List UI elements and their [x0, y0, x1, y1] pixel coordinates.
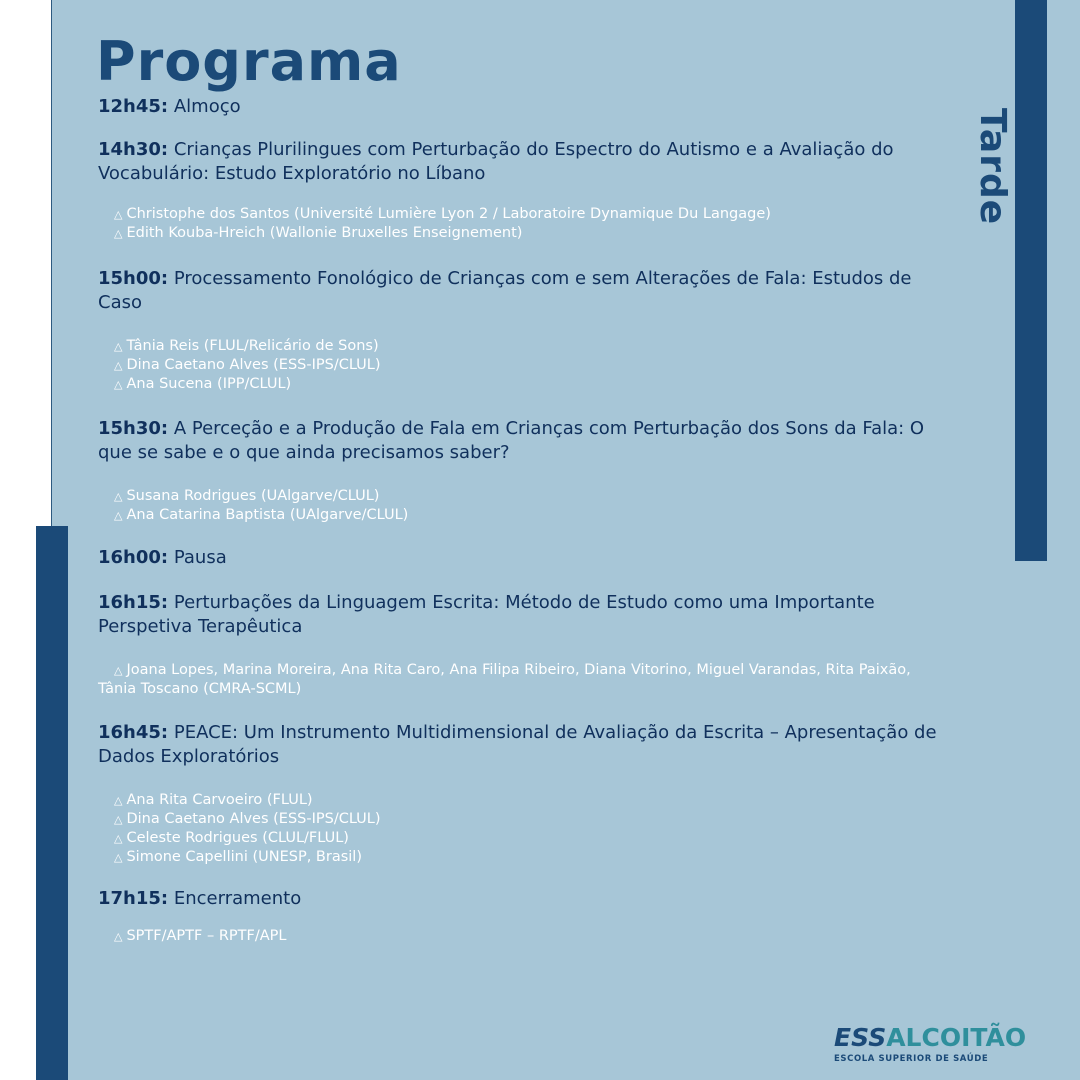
speaker-item	[98, 356, 948, 375]
schedule-title: PEACE: Um Instrumento Multidimensional de Avaliação da Escrita – Apresentação de Dados Exploratórios	[98, 722, 937, 767]
logo-wordmark	[834, 1024, 1026, 1052]
speaker-list	[98, 927, 948, 946]
speaker-item	[98, 927, 948, 946]
schedule-item	[98, 267, 948, 394]
speaker-name: Dina Caetano Alves (ESS-IPS/CLUL)	[126, 357, 381, 373]
triangle-outline-icon: △	[114, 664, 123, 677]
speaker-list	[98, 661, 948, 699]
schedule-title: Processamento Fonológico de Crianças com e sem Alterações de Fala: Estudos de Caso	[98, 268, 912, 313]
logo-ess: ESS	[834, 1023, 887, 1052]
triangle-outline-icon: △	[114, 813, 123, 826]
speaker-item	[98, 829, 948, 848]
schedule-list	[98, 95, 948, 946]
speaker-list	[98, 205, 948, 243]
schedule-title: A Perceção e a Produção de Fala em Crianças com Perturbação dos Sons da Fala: O que se sabe e o que ainda precisamos saber?	[98, 418, 925, 463]
speaker-name: Christophe dos Santos (Université Lumière Lyon 2 / Laboratoire Dynamique Du Langage)	[126, 206, 771, 222]
speaker-item	[98, 224, 948, 243]
speaker-name: Edith Kouba-Hreich (Wallonie Bruxelles Enseignement)	[126, 225, 523, 241]
schedule-title: Pausa	[173, 547, 227, 568]
speaker-name: Ana Rita Carvoeiro (FLUL)	[126, 792, 313, 808]
schedule-time: 14h30:	[98, 139, 169, 160]
speaker-item	[98, 375, 948, 394]
speaker-name: Celeste Rodrigues (CLUL/FLUL)	[126, 830, 349, 846]
schedule-item-heading	[98, 887, 948, 911]
schedule-title: Crianças Plurilingues com Perturbação do Espectro do Autismo e a Avaliação do Vocabulário: Estudo Exploratório no Líbano	[98, 139, 894, 184]
speaker-list	[98, 337, 948, 394]
schedule-item-heading	[98, 267, 948, 315]
schedule-item	[98, 138, 948, 243]
schedule-item	[98, 721, 948, 867]
schedule-item-heading	[98, 721, 948, 769]
page-title: Programa	[96, 30, 402, 93]
triangle-outline-icon: △	[114, 359, 123, 372]
triangle-outline-icon: △	[114, 851, 123, 864]
schedule-item	[98, 546, 948, 570]
schedule-item-heading	[98, 138, 948, 186]
accent-bar-right	[1015, 0, 1047, 561]
triangle-outline-icon: △	[114, 208, 123, 221]
speaker-name: Dina Caetano Alves (ESS-IPS/CLUL)	[126, 811, 381, 827]
triangle-outline-icon: △	[114, 509, 123, 522]
schedule-item-heading	[98, 95, 948, 119]
schedule-title: Almoço	[173, 96, 241, 117]
ess-alcoitao-logo	[834, 1024, 1026, 1064]
triangle-outline-icon: △	[114, 340, 123, 353]
speaker-list	[98, 487, 948, 525]
schedule-time: 12h45:	[98, 96, 169, 117]
triangle-outline-icon: △	[114, 227, 123, 240]
speaker-name: Joana Lopes, Marina Moreira, Ana Rita Caro, Ana Filipa Ribeiro, Diana Vitorino, Miguel Varandas, Rita Paixão, Tânia Toscano (CMRA-SCML)	[98, 662, 911, 697]
schedule-time: 16h15:	[98, 592, 169, 613]
schedule-item-heading	[98, 417, 948, 465]
schedule-item	[98, 417, 948, 525]
speaker-name: Ana Sucena (IPP/CLUL)	[126, 376, 292, 392]
schedule-item	[98, 591, 948, 699]
speaker-item	[98, 487, 948, 506]
speaker-item	[98, 337, 948, 356]
session-label: Tarde	[972, 108, 1013, 226]
triangle-outline-icon: △	[114, 378, 123, 391]
schedule-time: 15h00:	[98, 268, 169, 289]
schedule-item-heading	[98, 591, 948, 639]
speaker-name: Simone Capellini (UNESP, Brasil)	[126, 849, 362, 865]
speaker-list	[98, 791, 948, 867]
speaker-item	[98, 205, 948, 224]
schedule-title: Perturbações da Linguagem Escrita: Método de Estudo como uma Importante Perspetiva Terapêutica	[98, 592, 875, 637]
schedule-item	[98, 95, 948, 119]
speaker-item	[98, 810, 948, 829]
speaker-item	[98, 506, 948, 525]
schedule-item	[98, 887, 948, 946]
triangle-outline-icon: △	[114, 490, 123, 503]
speaker-name: Tânia Reis (FLUL/Relicário de Sons)	[126, 338, 379, 354]
schedule-item-heading	[98, 546, 948, 570]
triangle-outline-icon: △	[114, 832, 123, 845]
speaker-item	[98, 661, 948, 699]
schedule-time: 16h00:	[98, 547, 169, 568]
schedule-title: Encerramento	[173, 888, 302, 909]
speaker-item	[98, 791, 948, 810]
speaker-item	[98, 848, 948, 867]
schedule-time: 16h45:	[98, 722, 169, 743]
speaker-name: Susana Rodrigues (UAlgarve/CLUL)	[126, 488, 380, 504]
logo-subtitle: ESCOLA SUPERIOR DE SAÚDE	[834, 1054, 989, 1064]
speaker-name: SPTF/APTF – RPTF/APL	[126, 928, 287, 944]
accent-bar-left	[36, 526, 68, 1080]
logo-name: ALCOITÃO	[886, 1023, 1027, 1052]
triangle-outline-icon: △	[114, 930, 123, 943]
speaker-name: Ana Catarina Baptista (UAlgarve/CLUL)	[126, 507, 409, 523]
triangle-outline-icon: △	[114, 794, 123, 807]
schedule-time: 15h30:	[98, 418, 169, 439]
schedule-time: 17h15:	[98, 888, 169, 909]
